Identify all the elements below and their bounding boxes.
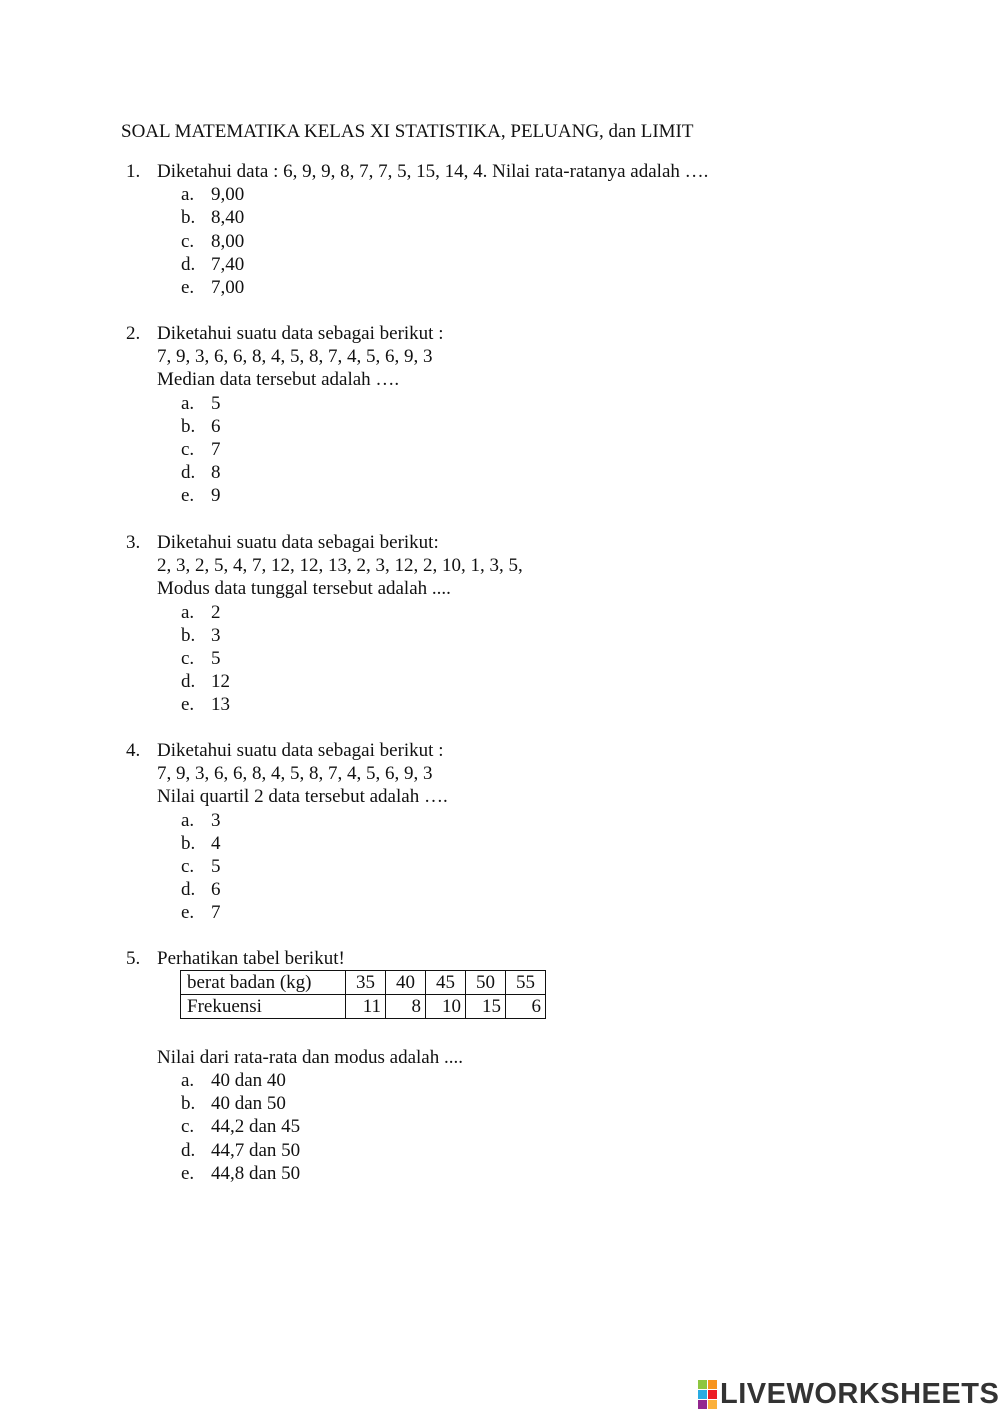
table-row bbox=[181, 971, 546, 995]
table-cell: 11 bbox=[346, 995, 386, 1019]
option-letter: d. bbox=[181, 879, 196, 901]
table-cell: 35 bbox=[346, 971, 386, 995]
table-cell: 55 bbox=[506, 971, 546, 995]
option-letter: b. bbox=[181, 207, 196, 229]
table-row bbox=[181, 995, 546, 1019]
option-value: 3 bbox=[211, 624, 221, 646]
question-text bbox=[157, 322, 444, 392]
question-line: Diketahui suatu data sebagai berikut : bbox=[157, 740, 444, 761]
question-line: Diketahui suatu data sebagai berikut: bbox=[157, 532, 439, 553]
logo-block bbox=[708, 1400, 717, 1409]
question-text bbox=[157, 531, 523, 601]
question-number: 4. bbox=[126, 740, 141, 761]
option-letter: b. bbox=[181, 832, 196, 854]
option-value: 8,00 bbox=[211, 230, 245, 252]
option-letter: b. bbox=[181, 415, 196, 437]
logo-blocks-icon bbox=[698, 1380, 717, 1409]
logo-block bbox=[698, 1400, 707, 1409]
question-text-after-table: Nilai dari rata-rata dan modus adalah .... bbox=[157, 1047, 463, 1068]
option-value: 7,40 bbox=[211, 253, 245, 275]
question-line: Perhatikan tabel berikut! bbox=[157, 948, 345, 969]
table-cell: 15 bbox=[466, 995, 506, 1019]
option-value: 40 dan 50 bbox=[211, 1093, 286, 1115]
option-value: 6 bbox=[211, 879, 221, 901]
option-letter: b. bbox=[181, 1093, 196, 1115]
option-letter: e. bbox=[181, 485, 195, 507]
option-value: 7 bbox=[211, 438, 221, 460]
table-cell: 10 bbox=[426, 995, 466, 1019]
logo-text: LIVEWORKSHEETS bbox=[720, 1378, 1000, 1410]
question-line: Modus data tunggal tersebut adalah .... bbox=[157, 578, 451, 600]
logo-block bbox=[708, 1390, 717, 1399]
option-value: 44,7 dan 50 bbox=[211, 1139, 301, 1161]
option-letter: e. bbox=[181, 902, 195, 924]
option-value: 5 bbox=[211, 647, 221, 669]
question-line: 2, 3, 2, 5, 4, 7, 12, 12, 13, 2, 3, 12, 2, 10, 1, 3, 5, bbox=[157, 555, 523, 577]
option-letter: d. bbox=[181, 462, 196, 484]
option-value: 44,8 dan 50 bbox=[211, 1162, 301, 1184]
option-value: 3 bbox=[211, 809, 221, 831]
option-value: 5 bbox=[211, 392, 221, 414]
table-cell: 40 bbox=[386, 971, 426, 995]
option-letter: b. bbox=[181, 624, 196, 646]
question-line: Median data tersebut adalah …. bbox=[157, 369, 400, 391]
page-title: SOAL MATEMATIKA KELAS XI STATISTIKA, PELUANG, dan LIMIT bbox=[121, 121, 694, 142]
option-value: 7,00 bbox=[211, 276, 245, 298]
table-row-label: berat badan (kg) bbox=[181, 971, 346, 995]
frequency-table bbox=[180, 970, 546, 1019]
option-letter: a. bbox=[181, 392, 195, 414]
question-number: 5. bbox=[126, 948, 141, 969]
table-cell: 6 bbox=[506, 995, 546, 1019]
option-letter: c. bbox=[181, 1116, 195, 1138]
option-value: 13 bbox=[211, 694, 230, 716]
option-letter: e. bbox=[181, 1162, 195, 1184]
table-cell: 50 bbox=[466, 971, 506, 995]
liveworksheets-logo[interactable] bbox=[698, 1379, 999, 1409]
question-text bbox=[157, 739, 448, 809]
option-value: 44,2 dan 45 bbox=[211, 1116, 301, 1138]
option-letter: a. bbox=[181, 1070, 195, 1091]
table-cell: 8 bbox=[386, 995, 426, 1019]
option-value: 9 bbox=[211, 485, 221, 507]
option-value: 6 bbox=[211, 415, 221, 437]
option-value: 12 bbox=[211, 671, 230, 693]
option-letter: e. bbox=[181, 694, 195, 716]
option-letter: a. bbox=[181, 601, 195, 623]
option-value: 9,00 bbox=[211, 184, 245, 206]
logo-block bbox=[698, 1390, 707, 1399]
option-letter: a. bbox=[181, 184, 195, 206]
option-letter: c. bbox=[181, 230, 195, 252]
question-text bbox=[157, 160, 708, 183]
option-letter: d. bbox=[181, 1139, 196, 1161]
option-letter: e. bbox=[181, 276, 195, 298]
option-letter: c. bbox=[181, 647, 195, 669]
table-cell: 45 bbox=[426, 971, 466, 995]
question-number: 2. bbox=[126, 323, 141, 344]
table-row-label: Frekuensi bbox=[181, 995, 346, 1019]
option-letter: c. bbox=[181, 438, 195, 460]
option-value: 4 bbox=[211, 832, 221, 854]
question-line: 7, 9, 3, 6, 6, 8, 4, 5, 8, 7, 4, 5, 6, 9, 3 bbox=[157, 346, 433, 368]
option-value: 2 bbox=[211, 601, 221, 623]
logo-block bbox=[708, 1380, 717, 1389]
option-value: 40 dan 40 bbox=[211, 1070, 286, 1091]
option-letter: d. bbox=[181, 253, 196, 275]
option-value: 8 bbox=[211, 462, 221, 484]
option-value: 8,40 bbox=[211, 207, 245, 229]
option-letter: c. bbox=[181, 855, 195, 877]
logo-block bbox=[698, 1380, 707, 1389]
question-text bbox=[157, 947, 345, 970]
option-letter: a. bbox=[181, 809, 195, 831]
question-number: 3. bbox=[126, 532, 141, 553]
option-value: 5 bbox=[211, 855, 221, 877]
option-letter: d. bbox=[181, 671, 196, 693]
question-line: 7, 9, 3, 6, 6, 8, 4, 5, 8, 7, 4, 5, 6, 9, 3 bbox=[157, 763, 433, 785]
question-number: 1. bbox=[126, 161, 141, 182]
question-line: Diketahui data : 6, 9, 9, 8, 7, 7, 5, 15, 14, 4. Nilai rata-ratanya adalah …. bbox=[157, 161, 709, 182]
question-line: Nilai quartil 2 data tersebut adalah …. bbox=[157, 786, 448, 808]
question-line: Diketahui suatu data sebagai berikut : bbox=[157, 323, 444, 344]
option-value: 7 bbox=[211, 902, 221, 924]
